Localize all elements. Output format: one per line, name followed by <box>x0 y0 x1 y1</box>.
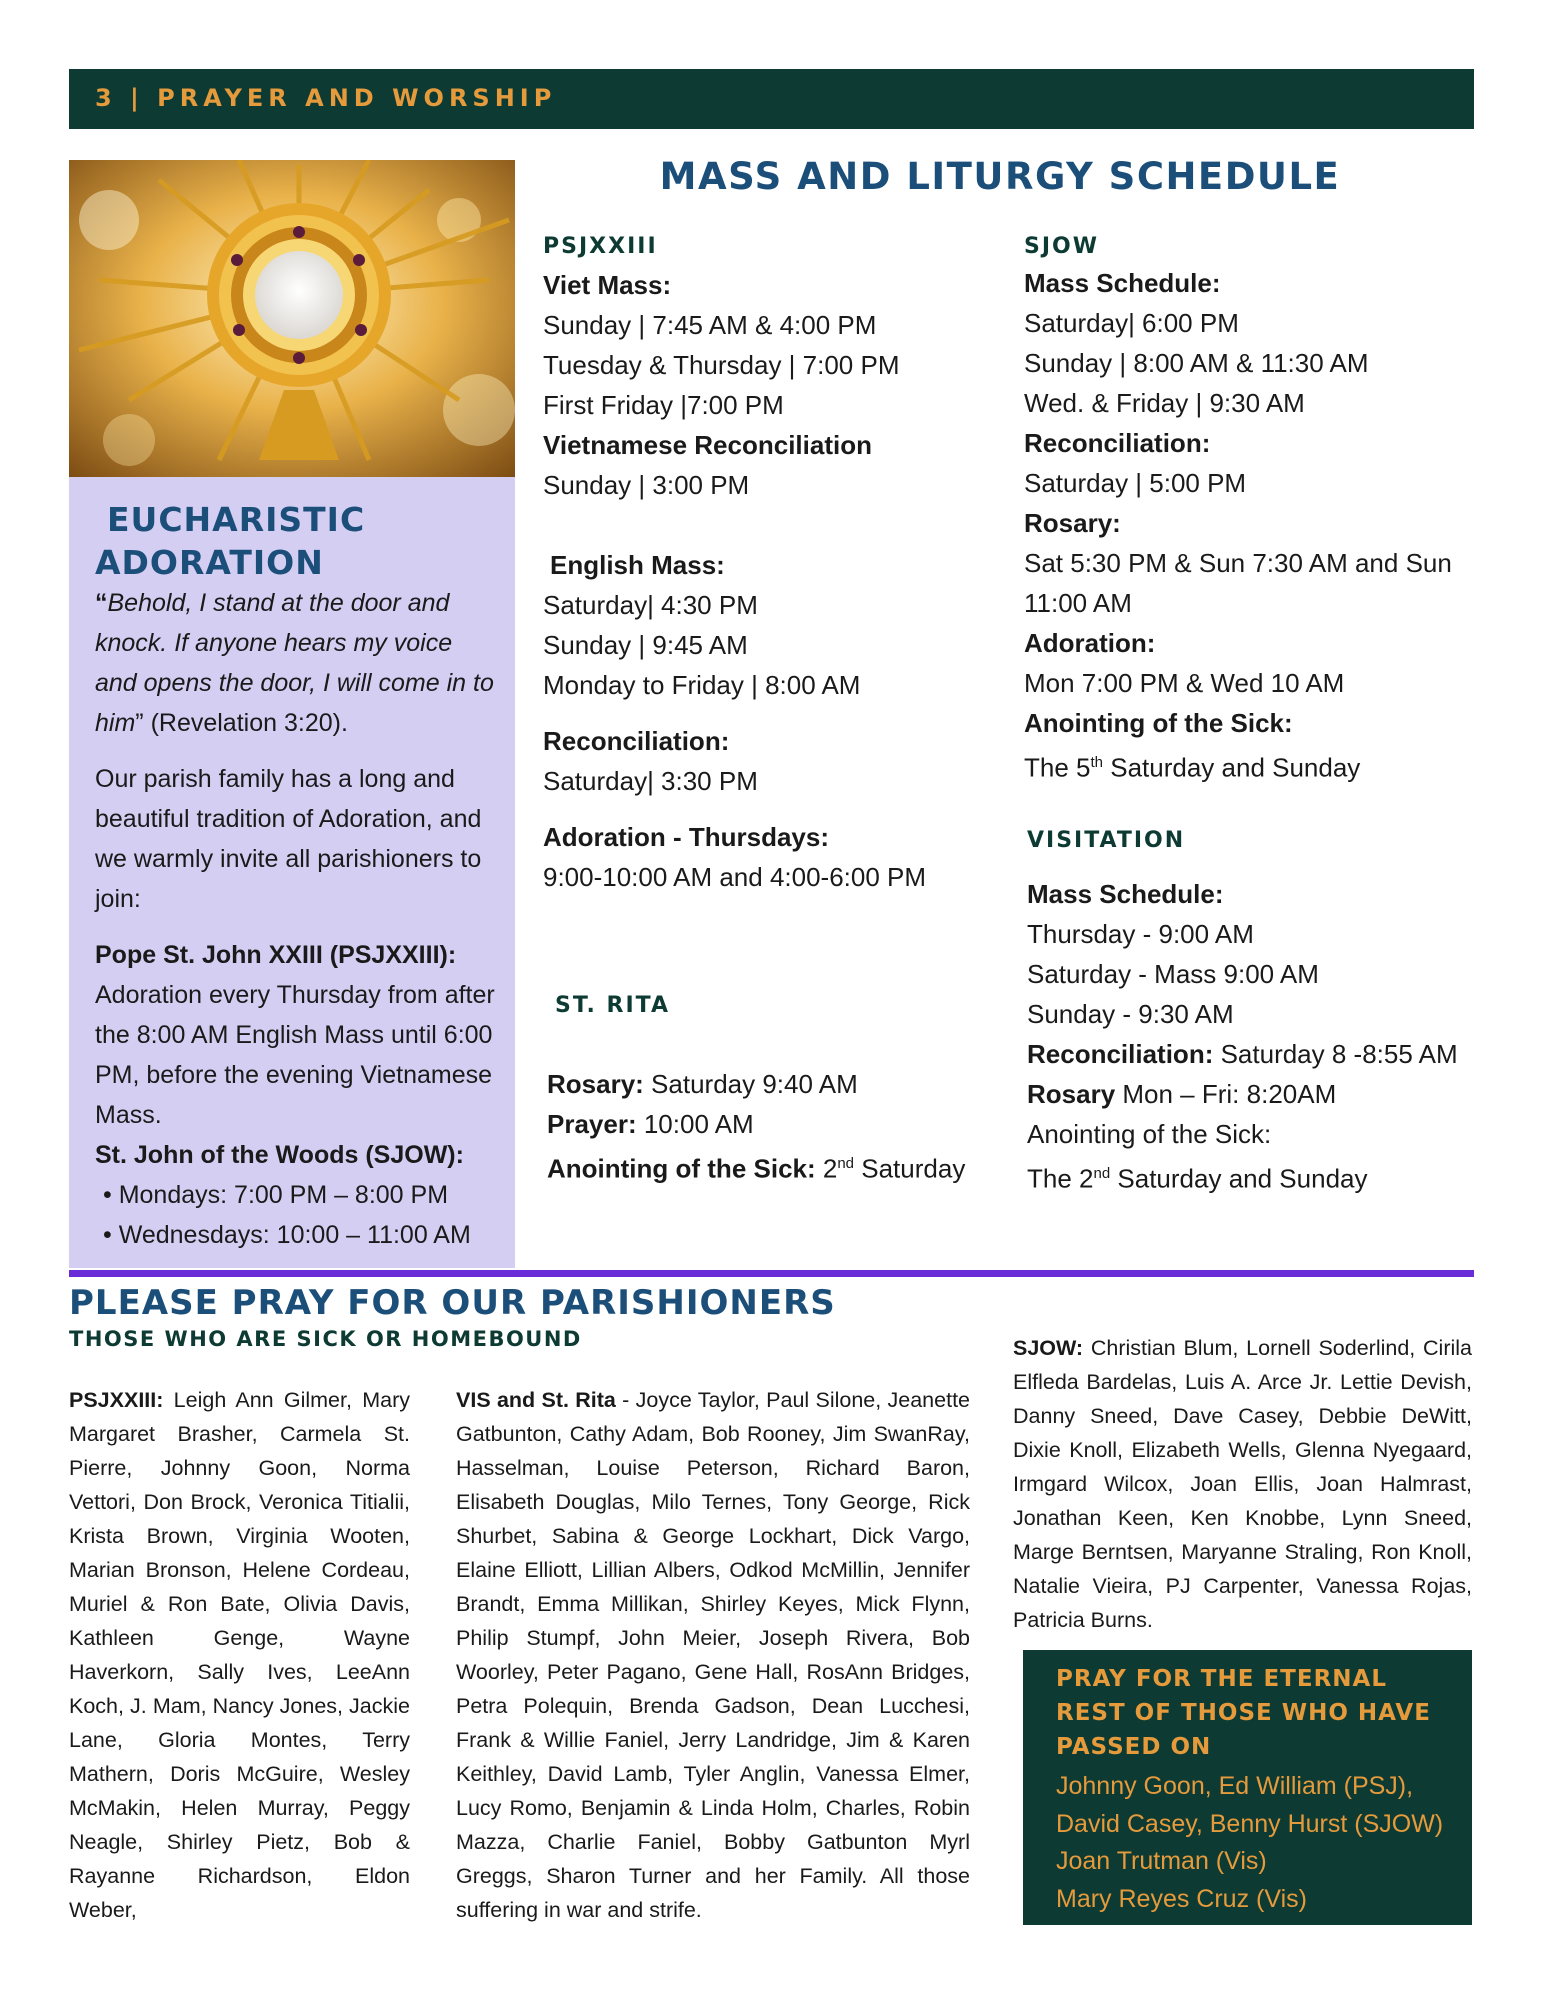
adoration-title-line1: EUCHARISTIC <box>107 500 366 539</box>
english-mass-time: Monday to Friday | 8:00 AM <box>543 670 861 700</box>
viet-mass-time: Tuesday & Thursday | 7:00 PM <box>543 350 900 380</box>
viet-recon-label: Vietnamese Reconciliation <box>543 430 872 460</box>
sjow-adoration-label: St. John of the Woods (SJOW): <box>95 1141 464 1169</box>
rosary-time: Saturday 9:40 AM <box>643 1069 858 1099</box>
sjow-anointing-rest: Saturday and Sunday <box>1103 752 1361 783</box>
visitation-recon-time: Saturday 8 -8:55 AM <box>1213 1039 1458 1069</box>
anointing-sup: nd <box>837 1155 855 1172</box>
prayer-time: 10:00 AM <box>636 1109 754 1139</box>
adoration-quote: Behold, I stand at the door and knock. If anyone hears my voice and opens the door, I will come in to him <box>95 589 494 737</box>
psj-heading: PSJXXIII <box>543 234 658 259</box>
sjow-prayer-label: SJOW: <box>1013 1336 1084 1360</box>
viet-mass-time: First Friday |7:00 PM <box>543 390 784 420</box>
adoration-body <box>95 583 495 1255</box>
monstrance-image <box>69 160 515 477</box>
sjow-rosary-time: Sat 5:30 PM & Sun 7:30 AM and Sun 11:00 AM <box>1024 548 1452 618</box>
sjow-adoration-item-text: Wednesdays: 10:00 – 11:00 AM <box>118 1221 471 1249</box>
psj-prayer-names: Leigh Ann Gilmer, Mary Margaret Brasher, Carmela St. Pierre, Johnny Goon, Norma Vettori, Don Brock, Veronica Titialii, Krista Brown, Virginia Wooten, Marian Bronson, Helene Cordeau, Muriel & Ron Bate, Olivia Davis, Kathleen Genge, Wayne Haverkorn, Sally Ives, LeeAnn Koch, J. Mam, Nancy Jones, Jackie Lane, Gloria Montes, Terry Mathern, Doris McGuire, Wesley McMakin, Helen Murray, Peggy Neagle, Shirley Pietz, Bob & Rayanne Richardson, Eldon Weber, <box>69 1388 410 1922</box>
visitation-mass-label: Mass Schedule: <box>1027 879 1224 909</box>
adoration-intro: Our parish family has a long and beautiful tradition of Adoration, and we warmly invite all parishioners to join: <box>95 765 482 913</box>
sjow-prayer-names: Christian Blum, Lornell Soderlind, Cirila Elfleda Bardelas, Luis A. Arce Jr. Lettie Devish, Danny Sneed, Dave Casey, Debbie DeWitt, Dixie Knoll, Elizabeth Wells, Glenna Nyegaard, Irmgard Wilcox, Joan Ellis, Joan Halmrast, Jonathan Keen, Ken Knobbe, Lynn Sneed, Marge Berntsen, Maryanne Straling, Ron Knoll, Natalie Vieira, PJ Carpenter, Vanessa Rojas, Patricia Burns. <box>1013 1336 1472 1632</box>
anointing-num: 2 <box>815 1153 838 1184</box>
psj-adoration-label: Adoration - Thursdays: <box>543 822 830 852</box>
eternal-rest-name: Joan Trutman (Vis) <box>1056 1847 1267 1875</box>
psj-recon-label: Reconciliation: <box>543 726 730 756</box>
viet-mass-time: Sunday | 7:45 AM & 4:00 PM <box>543 310 877 340</box>
visitation-rosary-label: Rosary <box>1027 1079 1116 1109</box>
sjow-mass-time: Sunday | 8:00 AM & 11:30 AM <box>1024 348 1369 378</box>
st-rita-heading: ST. RITA <box>555 993 670 1018</box>
viet-recon-time: Sunday | 3:00 PM <box>543 470 750 500</box>
prayer-label: Prayer: <box>547 1109 637 1139</box>
eternal-rest-title: PRAY FOR THE ETERNAL REST OF THOSE WHO HAVE PASSED ON <box>1056 1666 1431 1760</box>
section-divider <box>69 1270 1474 1277</box>
psj-adoration-time: 9:00-10:00 AM and 4:00-6:00 PM <box>543 862 927 892</box>
sjow-anointing-time <box>1024 743 1469 788</box>
visitation-anointing-label: Anointing of the Sick: <box>1027 1119 1272 1149</box>
english-mass-label: English Mass: <box>550 550 725 580</box>
visitation-anointing-time <box>1027 1154 1472 1199</box>
eternal-rest-name: Johnny Goon, Ed William (PSJ), <box>1056 1772 1414 1800</box>
sjow-adoration-item-text: Mondays: 7:00 PM – 8:00 PM <box>118 1181 449 1209</box>
eternal-rest-name: David Casey, Benny Hurst (SJOW) <box>1056 1809 1444 1838</box>
sjow-mass-time: Wed. & Friday | 9:30 AM <box>1024 388 1305 418</box>
visitation-time: Sunday - 9:30 AM <box>1027 999 1234 1029</box>
visitation-time: Saturday - Mass 9:00 AM <box>1027 959 1319 989</box>
visitation-schedule <box>1027 874 1472 1199</box>
sjow-anointing-label: Anointing of the Sick: <box>1024 708 1293 738</box>
section-header-text: 3 | PRAYER AND WORSHIP <box>95 84 557 112</box>
adoration-quote-ref: ” (Revelation 3:20). <box>135 709 348 737</box>
english-mass-time: Sunday | 9:45 AM <box>543 630 748 660</box>
visitation-anointing-pre: The 2 <box>1027 1163 1094 1194</box>
quote-open-mark: “ <box>95 589 108 617</box>
sjow-adoration-item: • Mondays: 7:00 PM – 8:00 PM <box>103 1181 449 1209</box>
vis-prayer-label: VIS and St. Rita <box>456 1388 616 1412</box>
eternal-rest-box <box>1023 1650 1472 1925</box>
adoration-quote-paragraph <box>95 583 495 743</box>
sjow-rosary-label: Rosary: <box>1024 508 1121 538</box>
sjow-mass-time: Saturday| 6:00 PM <box>1024 308 1239 338</box>
rosary-label: Rosary: <box>547 1069 644 1099</box>
psj-recon-time: Saturday| 3:30 PM <box>543 766 758 796</box>
visitation-rosary <box>1027 1074 1472 1114</box>
sjow-anointing-sup: th <box>1090 754 1104 771</box>
sjow-recon-time: Saturday | 5:00 PM <box>1024 468 1247 498</box>
visitation-anointing-sup: nd <box>1093 1165 1111 1182</box>
viet-mass-label: Viet Mass: <box>543 270 672 300</box>
psj-prayer-label: PSJXXIII: <box>69 1388 164 1412</box>
prayer-subtitle: THOSE WHO ARE SICK OR HOMEBOUND <box>69 1327 582 1351</box>
anointing-rest: Saturday <box>854 1153 966 1184</box>
psj-adoration-label: Pope St. John XXIII (PSJXXIII): <box>95 941 457 969</box>
mass-schedule-title: MASS AND LITURGY SCHEDULE <box>659 155 1341 198</box>
sjow-anointing-pre: The 5 <box>1024 752 1091 783</box>
eternal-rest-names <box>1056 1768 1466 1918</box>
st-rita-schedule <box>547 1064 987 1189</box>
visitation-heading: VISITATION <box>1027 828 1186 853</box>
adoration-title <box>95 498 495 584</box>
visitation-anointing-rest: Saturday and Sunday <box>1110 1163 1368 1194</box>
english-mass-time: Saturday| 4:30 PM <box>543 590 758 620</box>
adoration-title-line2: ADORATION <box>95 543 324 582</box>
st-rita-rosary <box>547 1064 987 1104</box>
sjow-adoration-time: Mon 7:00 PM & Wed 10 AM <box>1024 668 1345 698</box>
vis-prayer-names: - Joyce Taylor, Paul Silone, Jeanette Gatbunton, Cathy Adam, Bob Rooney, Jim SwanRay, Hasselman, Louise Peterson, Richard Baron, Elisabeth Douglas, Milo Ternes, Tony George, Rick Shurbet, Sabina & George Lockhart, Dick Vargo, Elaine Elliott, Lillian Albers, Odkod McMillin, Jennifer Brandt, Emma Millikan, Shirley Keyes, Mick Flynn, Philip Stumpf, John Meier, Joseph Rivera, Bob Woorley, Peter Pagano, Gene Hall, RosAnn Bridges, Petra Polequin, Brenda Gadson, Dean Lucchesi, Frank & Willie Faniel, Jerry Landridge, Jim & Karen Keithley, David Lamb, Tyler Anglin, Vanessa Elmer, Lucy Romo, Benjamin & Linda Holm, Charles, Robin Mazza, Charlie Faniel, Bobby Gatbunton Myrl Greggs, Sharon Turner and her Family. All those suffering in war and strife. <box>456 1388 971 1922</box>
psj-prayer-list <box>69 1383 410 1927</box>
sjow-schedule <box>1024 263 1469 788</box>
visitation-rosary-time: Mon – Fri: 8:20AM <box>1115 1079 1337 1109</box>
psj-adoration-text: Adoration every Thursday from after the 8:00 AM English Mass until 6:00 PM, before the evening Vietnamese Mass. <box>95 981 495 1129</box>
prayer-title: PLEASE PRAY FOR OUR PARISHIONERS <box>69 1283 836 1323</box>
anointing-label: Anointing of the Sick: <box>547 1153 816 1184</box>
visitation-recon <box>1027 1034 1472 1074</box>
sjow-adoration-label: Adoration: <box>1024 628 1156 658</box>
visitation-time: Thursday - 9:00 AM <box>1027 919 1254 949</box>
psj-schedule <box>543 265 983 897</box>
sjow-prayer-list <box>1013 1331 1472 1637</box>
section-header-bar <box>69 69 1474 129</box>
st-rita-anointing <box>547 1144 987 1189</box>
sjow-adoration-item: • Wednesdays: 10:00 – 11:00 AM <box>103 1221 471 1249</box>
vis-prayer-list <box>456 1383 970 1927</box>
visitation-recon-label: Reconciliation: <box>1027 1039 1214 1069</box>
eternal-rest-name: Mary Reyes Cruz (Vis) <box>1056 1884 1307 1913</box>
st-rita-prayer <box>547 1104 987 1144</box>
sjow-recon-label: Reconciliation: <box>1024 428 1211 458</box>
sjow-heading: SJOW <box>1024 234 1099 259</box>
sjow-mass-label: Mass Schedule: <box>1024 268 1221 298</box>
